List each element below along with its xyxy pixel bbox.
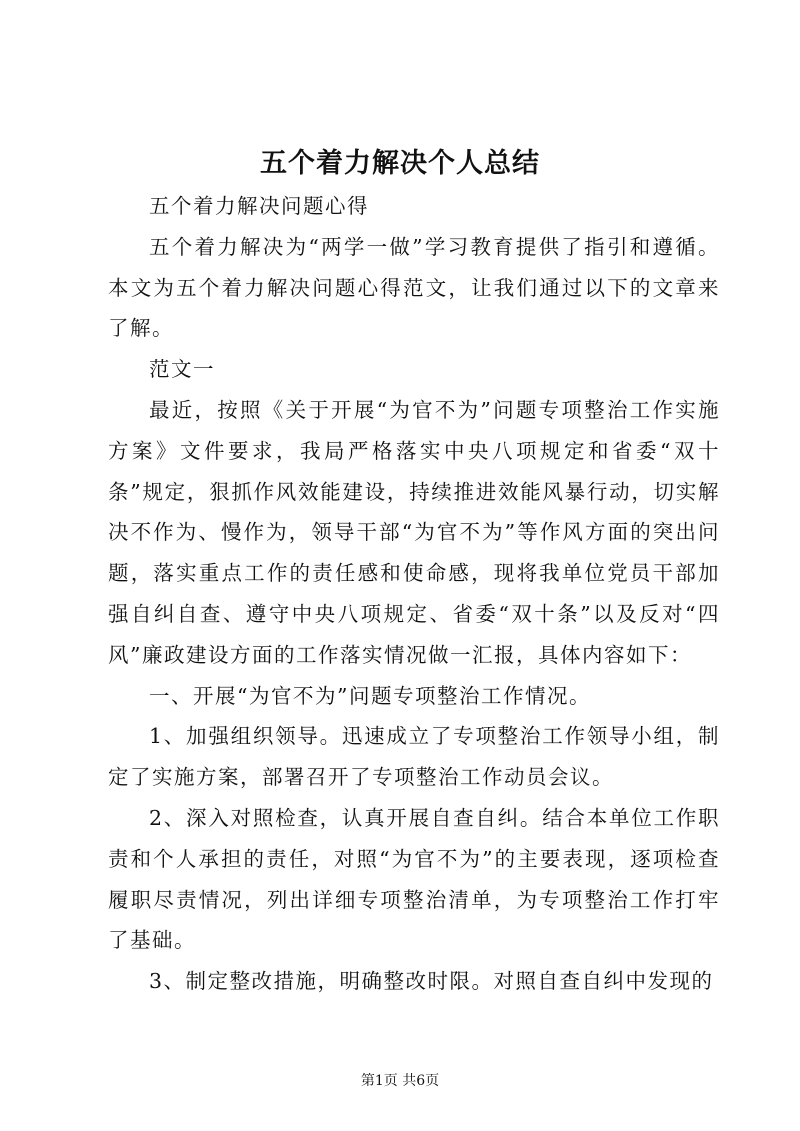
paragraph-sample-heading: 范文一 [149,357,215,382]
document-title: 五个着力解决个人总结 [260,148,540,179]
paragraph-item-1: 1、加强组织领导。迅速成立了专项整治工作领导小组，制定了实施方案，部署召开了专项整治工作动员会议。 [108,724,720,790]
paragraph-subtitle: 五个着力解决问题心得 [149,194,369,218]
page-number-footer: 第1页 共6页 [360,1073,440,1089]
document-body [108,186,720,1002]
paragraph-item-3: 3、制定整改措施，明确整改时限。对照自查自纠中发现的 [149,969,714,994]
paragraph-section-heading: 一、开展“为官不为”问题专项整治工作情况。 [149,683,591,708]
paragraph-intro: 五个着力解决为“两学一做”学习教育提供了指引和遵循。本文为五个着力解决问题心得范文，让我们通过以下的文章来了解。 [108,234,720,341]
paragraph-item-2: 2、深入对照检查，认真开展自查自纠。结合本单位工作职责和个人承担的责任，对照“为官不为”的主要表现，逐项检查履职尽责情况，列出详细专项整治清单，为专项整治工作打牢了基础。 [108,805,720,953]
paragraph-background: 最近，按照《关于开展“为官不为”问题专项整治工作实施方案》文件要求，我局严格落实中央八项规定和省委“双十条”规定，狠抓作风效能建设，持续推进效能风暴行动，切实解决不作为、慢作为，领导干部“为官不为”等作风方面的突出问题，落实重点工作的责任感和使命感，现将我单位党员干部加强自纠自查、遵守中央八项规定、省委“双十条”以及反对“四风”廉政建设方面的工作落实情况做一汇报，具体内容如下： [108,397,720,667]
